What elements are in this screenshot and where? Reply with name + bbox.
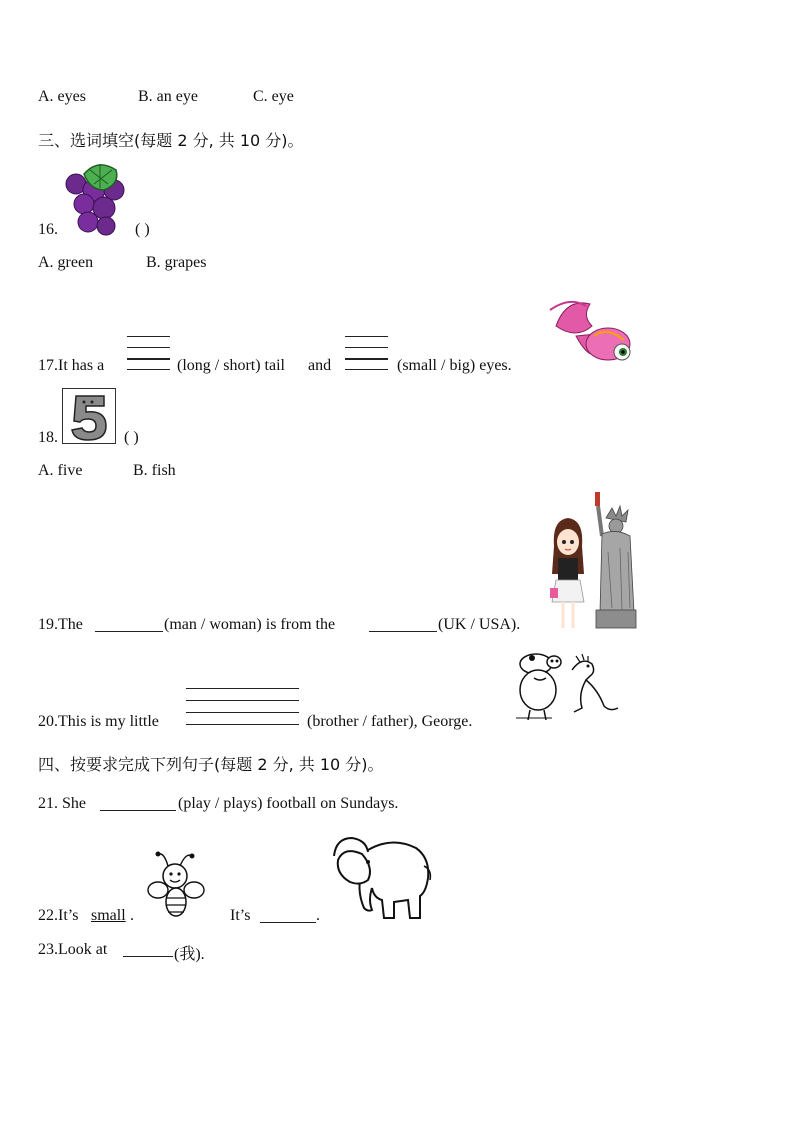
number-five-image	[62, 388, 116, 444]
q23-text-end: (我).	[174, 946, 205, 963]
girl-image	[548, 516, 588, 632]
q19-blank-1[interactable]	[95, 617, 163, 632]
q17-blank-1[interactable]	[127, 336, 170, 372]
q21-blank[interactable]	[100, 796, 176, 811]
statue-of-liberty-image	[590, 492, 640, 632]
q20-text-end: (brother / father), George.	[307, 713, 473, 730]
q15-option-c: C. eye	[253, 88, 294, 105]
q19-text-start: 19.The	[38, 616, 83, 633]
elephant-image	[332, 830, 434, 922]
section-3-heading: 三、选词填空(每题 2 分, 共 10 分)。	[38, 131, 304, 150]
q22-period: .	[130, 907, 134, 924]
q19-text-mid: (man / woman) is from the	[164, 616, 336, 633]
q23-text-start: 23.Look at	[38, 941, 108, 958]
q19-blank-2[interactable]	[369, 617, 437, 632]
q16-answer-paren[interactable]: ( )	[135, 221, 150, 238]
pig-with-dinosaur-image	[512, 650, 622, 722]
q20-blank[interactable]	[186, 688, 299, 726]
q22-period-2: .	[316, 907, 320, 924]
q18-answer-paren[interactable]: ( )	[124, 429, 139, 446]
q18-option-b: B. fish	[133, 462, 176, 479]
q21-text-end: (play / plays) football on Sundays.	[178, 795, 399, 812]
q17-text-start: 17.It has a	[38, 357, 105, 374]
grapes-image	[64, 160, 130, 236]
section-4-heading: 四、按要求完成下列句子(每题 2 分, 共 10 分)。	[38, 755, 384, 774]
q19-text-end: (UK / USA).	[438, 616, 521, 633]
q17-blank-2[interactable]	[345, 336, 388, 372]
q20-text-start: 20.This is my little	[38, 713, 159, 730]
q18-option-a: A. five	[38, 462, 83, 479]
q16-option-a: A. green	[38, 254, 94, 271]
q22-text-start: 22.It’s	[38, 907, 79, 924]
bee-image	[146, 850, 208, 920]
q16-number: 16.	[38, 221, 58, 238]
q17-text-and: and	[308, 357, 332, 374]
q22-underlined-word: small	[91, 907, 126, 924]
q17-text-mid2: (small / big) eyes.	[397, 357, 512, 374]
q16-option-b: B. grapes	[146, 254, 207, 271]
q15-option-a: A. eyes	[38, 88, 86, 105]
q22-blank[interactable]	[260, 908, 316, 923]
q22-text-second: It’s	[230, 907, 251, 924]
q17-text-mid1: (long / short) tail	[177, 357, 285, 374]
q15-option-b: B. an eye	[138, 88, 198, 105]
q23-blank[interactable]	[123, 942, 173, 957]
goldfish-image	[546, 296, 638, 368]
q21-text-start: 21. She	[38, 795, 86, 812]
q18-number: 18.	[38, 429, 58, 446]
